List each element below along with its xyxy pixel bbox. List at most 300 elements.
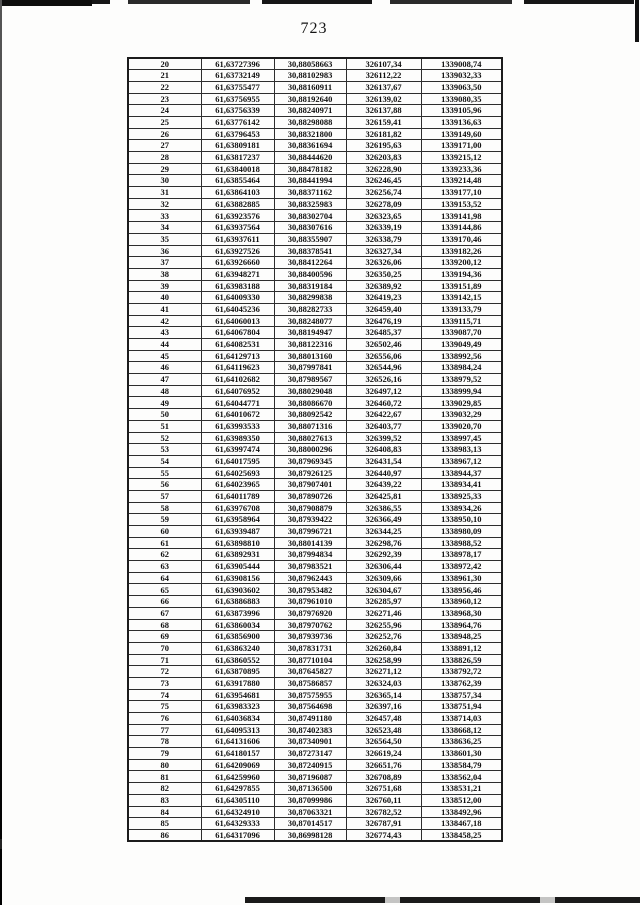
- table-cell-point-number: 38: [128, 268, 201, 280]
- table-cell-value-2: 30,87997841: [274, 362, 346, 374]
- table-cell-point-number: 43: [128, 327, 201, 339]
- table-cell-value-2: 30,87586857: [274, 677, 346, 689]
- table-cell-value-3: 326485,37: [346, 327, 421, 339]
- table-row: [128, 701, 502, 713]
- table-row: [128, 280, 502, 292]
- table-cell-point-number: 23: [128, 93, 201, 105]
- table-cell-value-2: 30,88058663: [274, 58, 346, 70]
- table-cell-point-number: 46: [128, 362, 201, 374]
- table-cell-value-2: 30,87645827: [274, 666, 346, 678]
- table-cell-point-number: 47: [128, 374, 201, 386]
- table-row: [128, 303, 502, 315]
- table-cell-value-4: 1338983,13: [421, 444, 502, 456]
- table-row: [128, 245, 502, 257]
- table-cell-value-3: 326439,22: [346, 479, 421, 491]
- table-cell-value-2: 30,88478182: [274, 163, 346, 175]
- table-cell-value-2: 30,87994834: [274, 549, 346, 561]
- table-cell-value-3: 326389,92: [346, 280, 421, 292]
- table-row: [128, 187, 502, 199]
- table-cell-value-1: 61,63863240: [201, 642, 274, 654]
- table-row: [128, 596, 502, 608]
- table-cell-value-4: 1338968,30: [421, 607, 502, 619]
- scan-artifact-left-edge: [0, 0, 2, 905]
- table-cell-value-2: 30,88027613: [274, 432, 346, 444]
- table-cell-point-number: 27: [128, 140, 201, 152]
- table-cell-value-3: 326107,34: [346, 58, 421, 70]
- table-cell-value-3: 326397,16: [346, 701, 421, 713]
- table-cell-value-3: 326304,67: [346, 584, 421, 596]
- table-cell-value-2: 30,88013160: [274, 350, 346, 362]
- table-row: [128, 268, 502, 280]
- table-row: [128, 479, 502, 491]
- table-cell-value-4: 1338972,42: [421, 561, 502, 573]
- table-cell-value-4: 1339063,50: [421, 81, 502, 93]
- table-cell-value-3: 326298,76: [346, 537, 421, 549]
- table-row: [128, 233, 502, 245]
- table-row: [128, 806, 502, 818]
- table-cell-value-3: 326708,89: [346, 771, 421, 783]
- table-cell-value-4: 1338584,79: [421, 759, 502, 771]
- table-cell-value-4: 1338762,39: [421, 677, 502, 689]
- table-cell-value-2: 30,88298088: [274, 116, 346, 128]
- table-cell-value-3: 326459,40: [346, 303, 421, 315]
- table-cell-value-3: 326338,79: [346, 233, 421, 245]
- table-cell-value-2: 30,87962443: [274, 572, 346, 584]
- table-cell-value-4: 1338999,94: [421, 385, 502, 397]
- table-cell-value-2: 30,88248077: [274, 315, 346, 327]
- table-cell-value-4: 1339136,63: [421, 116, 502, 128]
- table-row: [128, 257, 502, 269]
- table-cell-value-4: 1339170,46: [421, 233, 502, 245]
- table-cell-value-2: 30,87710104: [274, 654, 346, 666]
- table-cell-value-1: 61,63958964: [201, 514, 274, 526]
- table-cell-point-number: 58: [128, 502, 201, 514]
- table-cell-point-number: 57: [128, 490, 201, 502]
- table-row: [128, 748, 502, 760]
- table-cell-value-1: 61,63892931: [201, 549, 274, 561]
- table-row: [128, 713, 502, 725]
- table-cell-point-number: 67: [128, 607, 201, 619]
- table-row: [128, 409, 502, 421]
- table-cell-value-4: 1338757,34: [421, 689, 502, 701]
- table-cell-point-number: 84: [128, 806, 201, 818]
- table-cell-value-4: 1339032,29: [421, 409, 502, 421]
- table-cell-value-3: 326255,96: [346, 619, 421, 631]
- table-cell-value-4: 1338934,41: [421, 479, 502, 491]
- table-cell-value-2: 30,86998128: [274, 829, 346, 841]
- table-cell-value-2: 30,87340901: [274, 736, 346, 748]
- table-cell-value-4: 1338467,18: [421, 818, 502, 830]
- table-cell-value-3: 326258,99: [346, 654, 421, 666]
- table-cell-value-3: 326195,63: [346, 140, 421, 152]
- table-cell-value-2: 30,87939736: [274, 631, 346, 643]
- table-cell-point-number: 60: [128, 526, 201, 538]
- table-cell-value-4: 1339133,79: [421, 303, 502, 315]
- table-row: [128, 420, 502, 432]
- table-cell-value-3: 326431,54: [346, 455, 421, 467]
- table-cell-value-3: 326285,97: [346, 596, 421, 608]
- table-cell-value-2: 30,87996721: [274, 526, 346, 538]
- table-cell-value-3: 326271,46: [346, 607, 421, 619]
- table-row: [128, 783, 502, 795]
- table-cell-value-1: 61,64076952: [201, 385, 274, 397]
- table-cell-point-number: 69: [128, 631, 201, 643]
- scan-artifact-bottom-edge: [245, 897, 640, 903]
- table-cell-value-3: 326137,88: [346, 105, 421, 117]
- table-cell-value-1: 61,64329333: [201, 818, 274, 830]
- table-cell-value-1: 61,64025693: [201, 467, 274, 479]
- table-cell-point-number: 68: [128, 619, 201, 631]
- table-row: [128, 537, 502, 549]
- table-row: [128, 222, 502, 234]
- table-cell-value-2: 30,88160911: [274, 81, 346, 93]
- table-cell-point-number: 33: [128, 210, 201, 222]
- table-row: [128, 677, 502, 689]
- table-cell-point-number: 73: [128, 677, 201, 689]
- table-cell-value-2: 30,87976920: [274, 607, 346, 619]
- table-cell-value-3: 326408,83: [346, 444, 421, 456]
- table-cell-point-number: 82: [128, 783, 201, 795]
- table-cell-value-1: 61,64119623: [201, 362, 274, 374]
- table-cell-value-4: 1338948,25: [421, 631, 502, 643]
- table-cell-value-2: 30,88400596: [274, 268, 346, 280]
- table-cell-point-number: 53: [128, 444, 201, 456]
- table-cell-value-4: 1339008,74: [421, 58, 502, 70]
- table-cell-value-2: 30,87099986: [274, 794, 346, 806]
- scan-artifact-right-edge: [635, 0, 639, 42]
- table-row: [128, 724, 502, 736]
- table-cell-value-3: 326292,39: [346, 549, 421, 561]
- table-cell-value-2: 30,87240915: [274, 759, 346, 771]
- table-cell-value-1: 61,64305110: [201, 794, 274, 806]
- table-cell-value-4: 1339171,00: [421, 140, 502, 152]
- table-cell-value-4: 1338988,52: [421, 537, 502, 549]
- table-cell-value-3: 326339,19: [346, 222, 421, 234]
- table-row: [128, 70, 502, 82]
- table-cell-value-2: 30,88412264: [274, 257, 346, 269]
- table-row: [128, 315, 502, 327]
- table-row: [128, 362, 502, 374]
- table-cell-value-1: 61,63886883: [201, 596, 274, 608]
- table-cell-value-3: 326419,23: [346, 292, 421, 304]
- table-cell-value-1: 61,63755477: [201, 81, 274, 93]
- table-cell-value-3: 326619,24: [346, 748, 421, 760]
- table-cell-value-2: 30,87831731: [274, 642, 346, 654]
- table-cell-point-number: 54: [128, 455, 201, 467]
- table-cell-value-3: 326497,12: [346, 385, 421, 397]
- table-cell-value-3: 326386,55: [346, 502, 421, 514]
- table-cell-value-1: 61,63993533: [201, 420, 274, 432]
- table-cell-value-2: 30,88092542: [274, 409, 346, 421]
- table-cell-value-3: 326365,14: [346, 689, 421, 701]
- table-row: [128, 455, 502, 467]
- table-row: [128, 584, 502, 596]
- table-cell-value-1: 61,63817237: [201, 152, 274, 164]
- table-cell-value-3: 326344,25: [346, 526, 421, 538]
- table-cell-point-number: 59: [128, 514, 201, 526]
- table-row: [128, 385, 502, 397]
- table-cell-point-number: 81: [128, 771, 201, 783]
- table-cell-value-2: 30,88086670: [274, 397, 346, 409]
- table-cell-value-2: 30,87575955: [274, 689, 346, 701]
- table-cell-value-4: 1339182,26: [421, 245, 502, 257]
- table-row: [128, 163, 502, 175]
- table-row: [128, 642, 502, 654]
- table-cell-point-number: 74: [128, 689, 201, 701]
- table-cell-point-number: 55: [128, 467, 201, 479]
- table-cell-value-3: 326403,77: [346, 420, 421, 432]
- table-cell-value-2: 30,88299838: [274, 292, 346, 304]
- table-cell-value-2: 30,87983521: [274, 561, 346, 573]
- table-cell-point-number: 52: [128, 432, 201, 444]
- table-cell-value-3: 326556,06: [346, 350, 421, 362]
- table-cell-value-1: 61,64036834: [201, 713, 274, 725]
- table-cell-value-3: 326523,48: [346, 724, 421, 736]
- table-cell-value-3: 326751,68: [346, 783, 421, 795]
- table-cell-value-1: 61,63756955: [201, 93, 274, 105]
- table-cell-value-3: 326544,96: [346, 362, 421, 374]
- table-cell-value-1: 61,64129713: [201, 350, 274, 362]
- table-cell-point-number: 61: [128, 537, 201, 549]
- table-cell-point-number: 80: [128, 759, 201, 771]
- scan-artifact-top-edge: [0, 0, 640, 4]
- table-cell-point-number: 22: [128, 81, 201, 93]
- table-cell-value-1: 61,63873996: [201, 607, 274, 619]
- table-cell-value-1: 61,63732149: [201, 70, 274, 82]
- table-cell-value-1: 61,63927526: [201, 245, 274, 257]
- table-cell-value-2: 30,88319184: [274, 280, 346, 292]
- table-cell-point-number: 63: [128, 561, 201, 573]
- table-row: [128, 549, 502, 561]
- table-cell-value-4: 1338531,21: [421, 783, 502, 795]
- table-cell-value-1: 61,64082531: [201, 339, 274, 351]
- table-cell-point-number: 78: [128, 736, 201, 748]
- table-cell-point-number: 75: [128, 701, 201, 713]
- table-cell-value-2: 30,88302704: [274, 210, 346, 222]
- table-cell-value-1: 61,63997474: [201, 444, 274, 456]
- table-cell-value-1: 61,64060013: [201, 315, 274, 327]
- table-cell-value-2: 30,88240971: [274, 105, 346, 117]
- table-cell-value-2: 30,88307616: [274, 222, 346, 234]
- table-row: [128, 152, 502, 164]
- table-cell-point-number: 25: [128, 116, 201, 128]
- table-row: [128, 350, 502, 362]
- table-cell-value-4: 1338458,25: [421, 829, 502, 841]
- table-row: [128, 771, 502, 783]
- table-cell-value-1: 61,63989350: [201, 432, 274, 444]
- table-row: [128, 128, 502, 140]
- table-cell-value-4: 1338751,94: [421, 701, 502, 713]
- scan-artifact-bottom-left: [0, 839, 2, 849]
- table-cell-value-1: 61,63809181: [201, 140, 274, 152]
- table-cell-point-number: 28: [128, 152, 201, 164]
- table-cell-point-number: 49: [128, 397, 201, 409]
- table-cell-value-1: 61,63840018: [201, 163, 274, 175]
- table-cell-value-3: 326326,06: [346, 257, 421, 269]
- table-cell-value-4: 1339029,85: [421, 397, 502, 409]
- table-cell-value-2: 30,87491180: [274, 713, 346, 725]
- table-row: [128, 210, 502, 222]
- table-cell-point-number: 48: [128, 385, 201, 397]
- table-cell-point-number: 29: [128, 163, 201, 175]
- table-cell-value-2: 30,87961010: [274, 596, 346, 608]
- table-cell-value-3: 326564,50: [346, 736, 421, 748]
- table-cell-value-2: 30,88371162: [274, 187, 346, 199]
- table-cell-value-2: 30,88102983: [274, 70, 346, 82]
- table-cell-value-4: 1339115,71: [421, 315, 502, 327]
- table-row: [128, 561, 502, 573]
- table-cell-value-2: 30,88444620: [274, 152, 346, 164]
- table-cell-value-1: 61,64102682: [201, 374, 274, 386]
- table-cell-value-2: 30,88441994: [274, 175, 346, 187]
- table-cell-value-4: 1339149,60: [421, 128, 502, 140]
- table-cell-value-4: 1339144,86: [421, 222, 502, 234]
- table-cell-value-4: 1338956,46: [421, 584, 502, 596]
- table-cell-point-number: 30: [128, 175, 201, 187]
- table-cell-value-4: 1338997,45: [421, 432, 502, 444]
- table-cell-value-4: 1339032,33: [421, 70, 502, 82]
- table-cell-value-3: 326327,34: [346, 245, 421, 257]
- table-cell-value-3: 326457,48: [346, 713, 421, 725]
- table-cell-value-1: 61,63937564: [201, 222, 274, 234]
- table-cell-point-number: 50: [128, 409, 201, 421]
- table-cell-value-4: 1338714,03: [421, 713, 502, 725]
- table-cell-value-1: 61,63948271: [201, 268, 274, 280]
- table-cell-value-1: 61,64067804: [201, 327, 274, 339]
- table-cell-value-1: 61,63917880: [201, 677, 274, 689]
- table-row: [128, 666, 502, 678]
- table-row: [128, 292, 502, 304]
- table-cell-value-3: 326271,12: [346, 666, 421, 678]
- table-cell-value-4: 1339087,70: [421, 327, 502, 339]
- table-cell-value-2: 30,87908879: [274, 502, 346, 514]
- table-cell-value-1: 61,63727396: [201, 58, 274, 70]
- table-cell-value-4: 1338944,37: [421, 467, 502, 479]
- table-row: [128, 829, 502, 841]
- table-cell-value-3: 326309,66: [346, 572, 421, 584]
- table-cell-value-3: 326203,83: [346, 152, 421, 164]
- table-cell-value-3: 326278,09: [346, 198, 421, 210]
- table-cell-point-number: 20: [128, 58, 201, 70]
- table-row: [128, 794, 502, 806]
- table-row: [128, 432, 502, 444]
- table-row: [128, 444, 502, 456]
- table-row: [128, 631, 502, 643]
- table-cell-value-3: 326760,11: [346, 794, 421, 806]
- table-cell-value-3: 326323,65: [346, 210, 421, 222]
- table-cell-value-3: 326324,03: [346, 677, 421, 689]
- table-cell-value-2: 30,87926125: [274, 467, 346, 479]
- table-row: [128, 654, 502, 666]
- table-cell-value-3: 326502,46: [346, 339, 421, 351]
- table-cell-value-3: 326306,44: [346, 561, 421, 573]
- table-body: [128, 58, 502, 841]
- table-cell-value-3: 326440,97: [346, 467, 421, 479]
- table-cell-value-1: 61,64023965: [201, 479, 274, 491]
- table-cell-value-4: 1339233,36: [421, 163, 502, 175]
- table-cell-value-1: 61,63937611: [201, 233, 274, 245]
- table-cell-value-1: 61,63796453: [201, 128, 274, 140]
- table-cell-value-3: 326782,52: [346, 806, 421, 818]
- table-cell-value-2: 30,87136500: [274, 783, 346, 795]
- table-cell-value-3: 326774,43: [346, 829, 421, 841]
- table-cell-value-3: 326252,76: [346, 631, 421, 643]
- table-cell-value-1: 61,64009330: [201, 292, 274, 304]
- table-cell-value-4: 1338891,12: [421, 642, 502, 654]
- table-cell-value-1: 61,63983323: [201, 701, 274, 713]
- table-cell-value-4: 1338960,12: [421, 596, 502, 608]
- table-cell-value-1: 61,64095313: [201, 724, 274, 736]
- table-cell-value-2: 30,88071316: [274, 420, 346, 432]
- table-cell-point-number: 42: [128, 315, 201, 327]
- table-cell-point-number: 37: [128, 257, 201, 269]
- table-cell-value-1: 61,63756339: [201, 105, 274, 117]
- table-row: [128, 502, 502, 514]
- table-row: [128, 607, 502, 619]
- table-row: [128, 397, 502, 409]
- table-cell-value-4: 1338934,26: [421, 502, 502, 514]
- table-cell-value-2: 30,88325983: [274, 198, 346, 210]
- table-cell-value-1: 61,64011789: [201, 490, 274, 502]
- table-cell-value-4: 1338512,00: [421, 794, 502, 806]
- table-cell-value-1: 61,63898810: [201, 537, 274, 549]
- table-cell-point-number: 56: [128, 479, 201, 491]
- table-cell-value-1: 61,64259960: [201, 771, 274, 783]
- table-cell-value-2: 30,88029048: [274, 385, 346, 397]
- table-cell-point-number: 86: [128, 829, 201, 841]
- table-cell-value-4: 1338978,17: [421, 549, 502, 561]
- table-cell-point-number: 41: [128, 303, 201, 315]
- table-cell-point-number: 32: [128, 198, 201, 210]
- table-row: [128, 689, 502, 701]
- table-cell-value-2: 30,88378541: [274, 245, 346, 257]
- table-cell-point-number: 40: [128, 292, 201, 304]
- table-cell-value-4: 1338980,09: [421, 526, 502, 538]
- table-cell-value-1: 61,63905444: [201, 561, 274, 573]
- table-cell-value-1: 61,63926660: [201, 257, 274, 269]
- table-cell-value-1: 61,64324910: [201, 806, 274, 818]
- table-cell-value-3: 326256,74: [346, 187, 421, 199]
- table-cell-point-number: 36: [128, 245, 201, 257]
- table-cell-value-1: 61,63903602: [201, 584, 274, 596]
- table-cell-point-number: 26: [128, 128, 201, 140]
- table-cell-value-3: 326350,25: [346, 268, 421, 280]
- table-row: [128, 619, 502, 631]
- table-cell-value-3: 326422,67: [346, 409, 421, 421]
- table-row: [128, 93, 502, 105]
- table-cell-value-3: 326246,45: [346, 175, 421, 187]
- table-cell-value-4: 1339142,15: [421, 292, 502, 304]
- table-cell-value-3: 326651,76: [346, 759, 421, 771]
- table-cell-point-number: 77: [128, 724, 201, 736]
- table-cell-value-1: 61,63856900: [201, 631, 274, 643]
- table-row: [128, 467, 502, 479]
- table-cell-point-number: 72: [128, 666, 201, 678]
- scan-artifact-top-left: [0, 0, 92, 6]
- table-cell-value-1: 61,64017595: [201, 455, 274, 467]
- table-cell-value-3: 326399,52: [346, 432, 421, 444]
- table-cell-value-4: 1338826,59: [421, 654, 502, 666]
- table-cell-value-1: 61,63939487: [201, 526, 274, 538]
- table-cell-point-number: 44: [128, 339, 201, 351]
- table-cell-point-number: 85: [128, 818, 201, 830]
- table-cell-value-4: 1338636,25: [421, 736, 502, 748]
- table-cell-value-4: 1338925,33: [421, 490, 502, 502]
- table-cell-value-2: 30,87953482: [274, 584, 346, 596]
- table-cell-value-4: 1338601,30: [421, 748, 502, 760]
- table-cell-value-3: 326181,82: [346, 128, 421, 140]
- table-cell-value-1: 61,64044771: [201, 397, 274, 409]
